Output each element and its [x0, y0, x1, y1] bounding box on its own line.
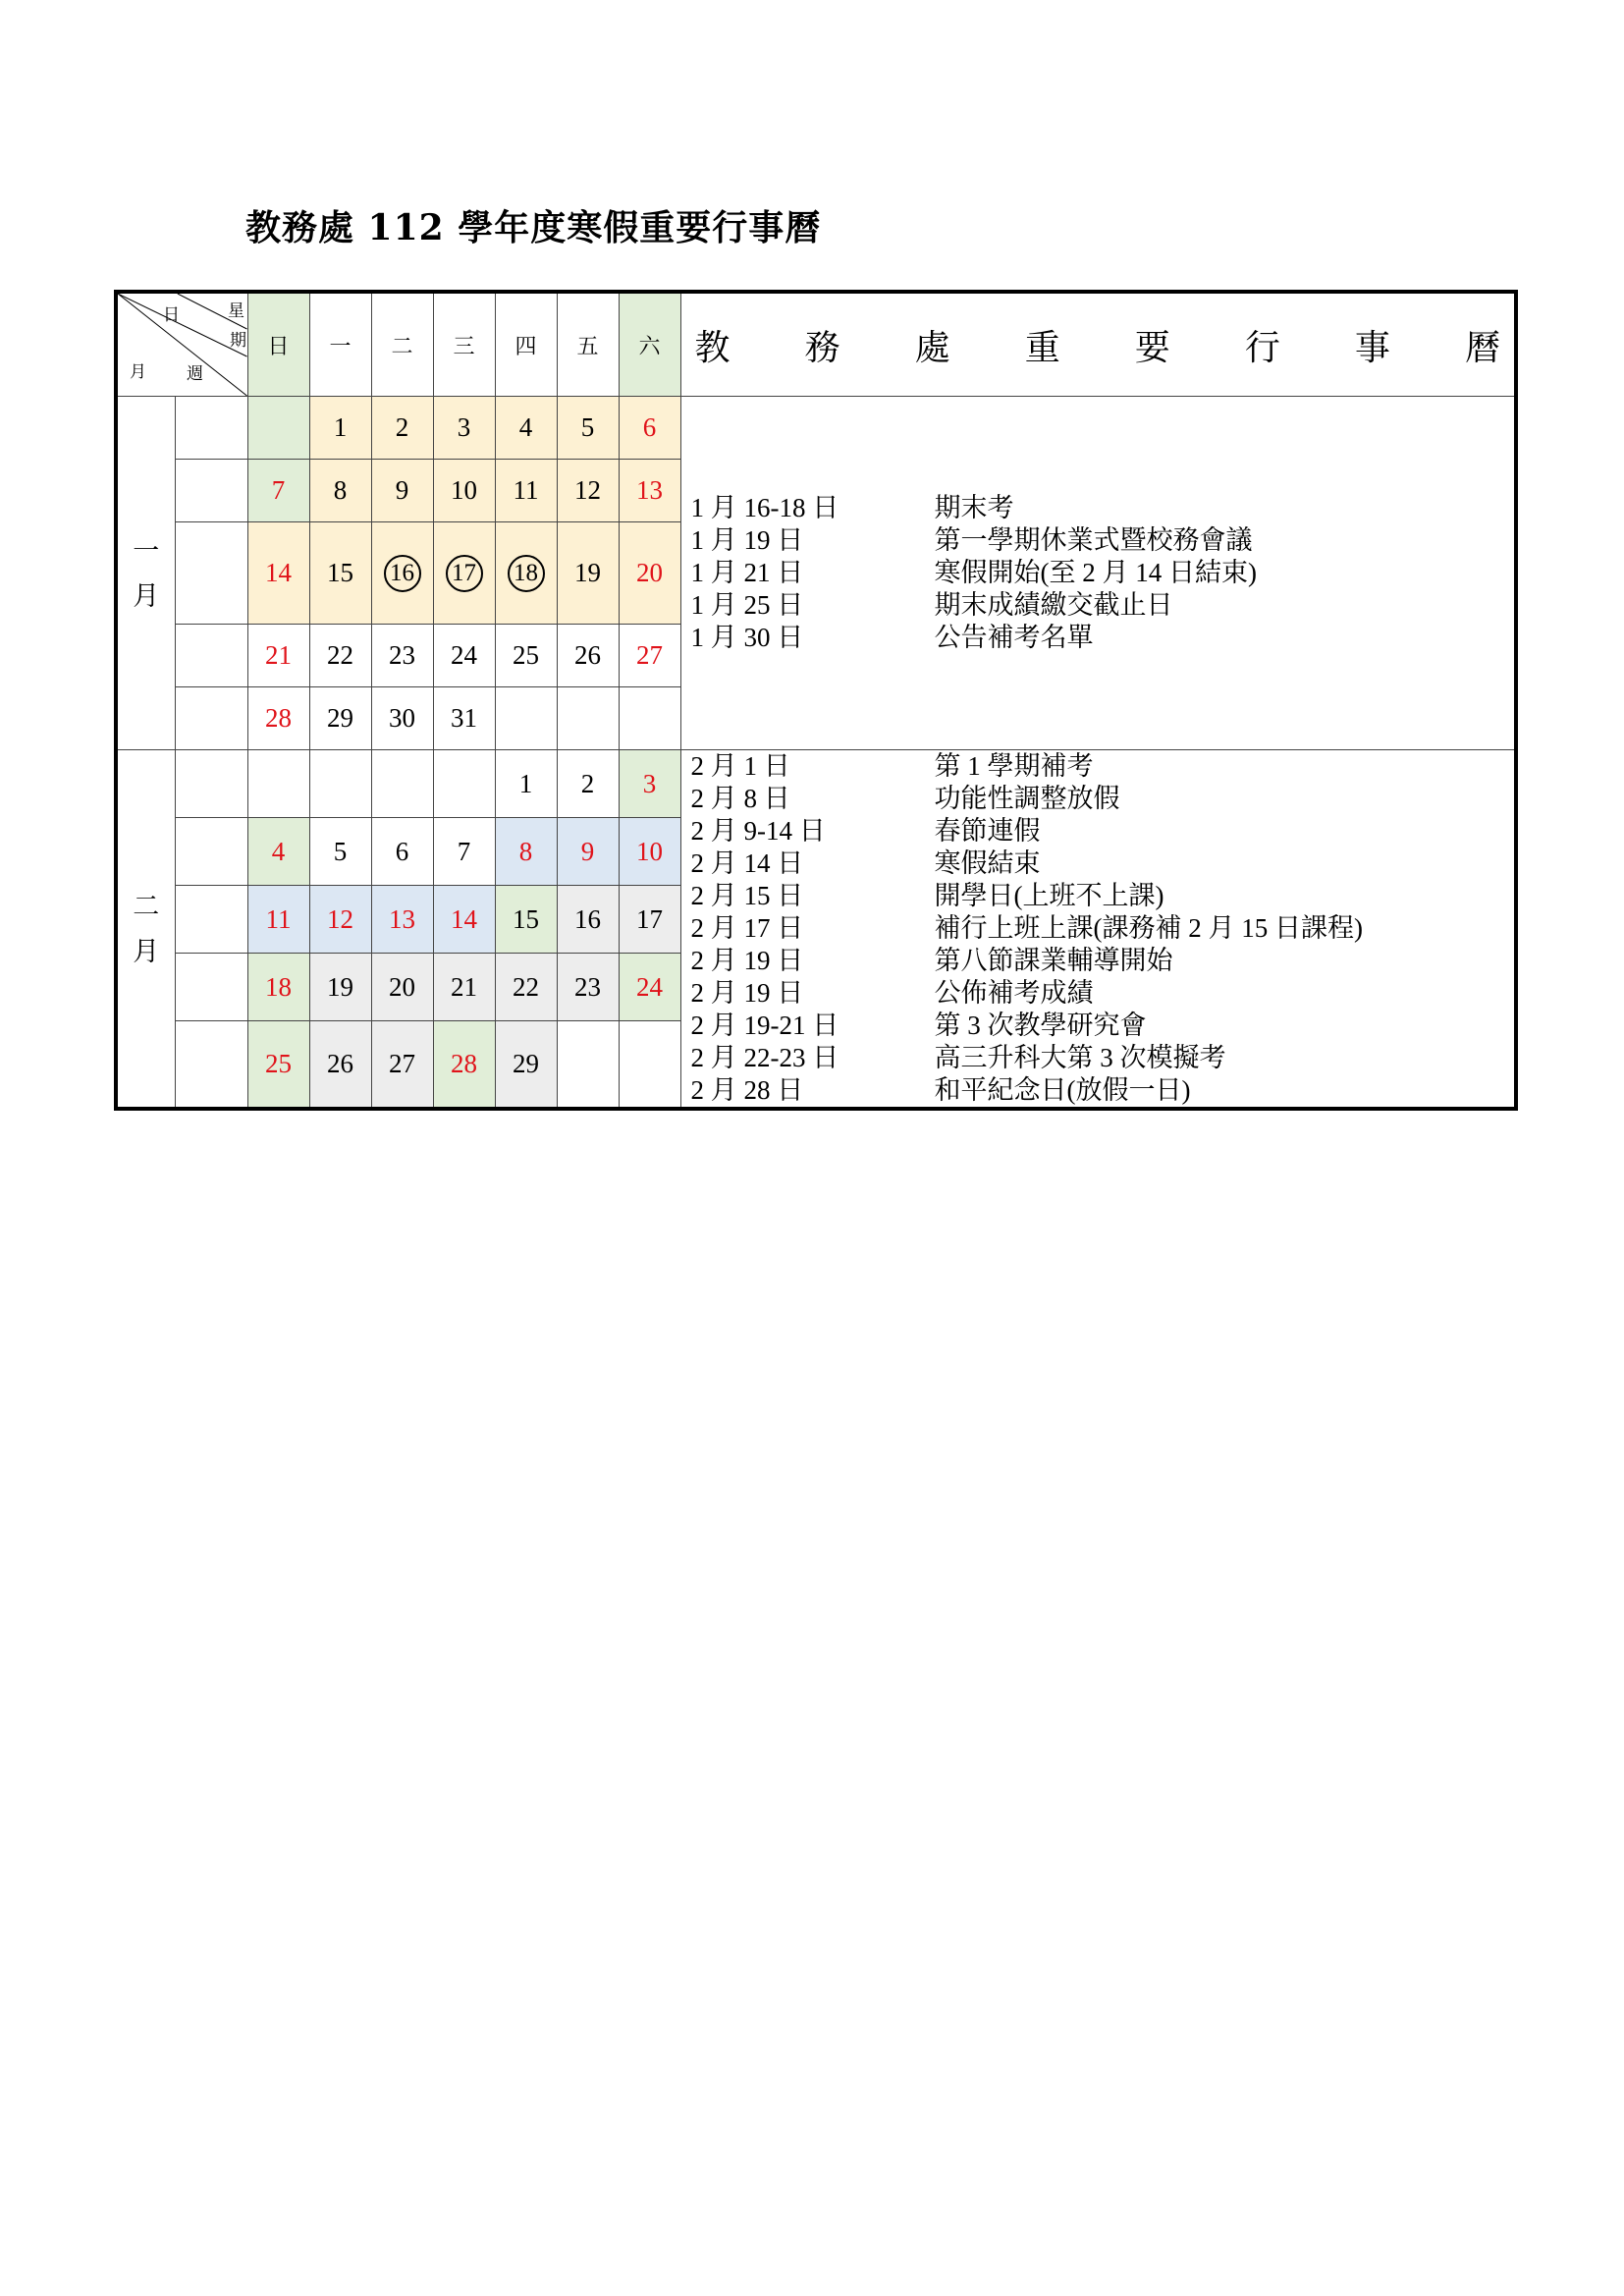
events-header-char: 重 [1024, 327, 1060, 367]
january-events [680, 397, 1516, 750]
day-cell: 20 [619, 522, 680, 625]
event-date: 2 月 1 日 [690, 751, 790, 781]
day-cell: 10 [619, 818, 680, 886]
events-header-char: 事 [1354, 327, 1390, 367]
day-cell: 28 [433, 1021, 495, 1109]
day-cell: 9 [371, 460, 433, 522]
day-cell: 15 [309, 522, 371, 625]
event-item [689, 1010, 1515, 1042]
week-number-cell [175, 687, 247, 750]
event-text: 期末成績繳交截止日 [934, 590, 1173, 620]
corner-day-label: 日 [163, 305, 180, 325]
day-cell: 31 [433, 687, 495, 750]
events-header-char: 教 [694, 327, 731, 367]
day-cell [557, 687, 619, 750]
event-date: 2 月 14 日 [690, 848, 804, 878]
week-number-cell [175, 1021, 247, 1109]
month-char: 二 [133, 891, 160, 921]
month-char: 一 [133, 535, 160, 566]
event-text: 開學日(上班不上課) [934, 881, 1164, 910]
day-cell: 20 [371, 954, 433, 1021]
day-cell: 22 [495, 954, 557, 1021]
feb-week-1 [116, 750, 1516, 818]
event-text: 公告補考名單 [934, 623, 1094, 652]
week-number-cell [175, 625, 247, 687]
day-cell: 25 [495, 625, 557, 687]
event-item [689, 977, 1515, 1010]
weekday-sat: 六 [619, 292, 680, 397]
day-cell [619, 687, 680, 750]
week-number-cell [175, 522, 247, 625]
event-date: 2 月 28 日 [690, 1075, 804, 1105]
events-header-char: 要 [1134, 327, 1170, 367]
day-cell: 12 [557, 460, 619, 522]
circled-day: 16 [384, 555, 421, 592]
day-cell: 22 [309, 625, 371, 687]
event-text: 第八節課業輔導開始 [934, 946, 1173, 975]
weekday-wed: 三 [433, 292, 495, 397]
day-cell: 25 [247, 1021, 309, 1109]
day-cell: 3 [433, 397, 495, 460]
day-cell: 21 [433, 954, 495, 1021]
day-cell [557, 1021, 619, 1109]
day-cell: 30 [371, 687, 433, 750]
day-cell: 2 [371, 397, 433, 460]
month-char: 月 [133, 580, 160, 611]
day-cell: 8 [309, 460, 371, 522]
week-number-cell [175, 818, 247, 886]
event-text: 高三升科大第 3 次模擬考 [934, 1043, 1226, 1072]
day-cell [247, 397, 309, 460]
week-number-cell [175, 460, 247, 522]
event-date: 1 月 25 日 [690, 590, 804, 620]
event-text: 寒假開始(至 2 月 14 日結束) [934, 558, 1257, 587]
day-cell [371, 750, 433, 818]
event-date: 2 月 22-23 日 [690, 1043, 839, 1072]
month-char: 月 [133, 936, 160, 966]
day-cell: 13 [371, 886, 433, 954]
event-item [689, 492, 1515, 524]
day-cell: 24 [433, 625, 495, 687]
day-cell: 29 [309, 687, 371, 750]
day-cell: 26 [309, 1021, 371, 1109]
event-item [689, 750, 1515, 783]
event-item [689, 1074, 1515, 1107]
day-cell [433, 750, 495, 818]
events-header-char: 處 [914, 327, 950, 367]
february-events [680, 750, 1516, 1110]
events-header-char: 曆 [1464, 327, 1500, 367]
corner-xing-label: 星 [228, 301, 244, 321]
event-date: 1 月 16-18 日 [690, 493, 839, 522]
day-cell: 12 [309, 886, 371, 954]
day-cell: 29 [495, 1021, 557, 1109]
day-cell: 19 [309, 954, 371, 1021]
day-cell [247, 750, 309, 818]
day-cell: 8 [495, 818, 557, 886]
event-item [689, 524, 1515, 557]
day-cell: 1 [309, 397, 371, 460]
corner-week-label: 週 [187, 364, 203, 384]
corner-month-label: 月 [130, 362, 146, 382]
event-item [689, 815, 1515, 847]
day-cell: 14 [247, 522, 309, 625]
week-number-cell [175, 750, 247, 818]
day-cell: 23 [557, 954, 619, 1021]
event-date: 1 月 21 日 [690, 558, 804, 587]
day-cell: 13 [619, 460, 680, 522]
event-item [689, 945, 1515, 977]
day-cell: 5 [309, 818, 371, 886]
week-number-cell [175, 397, 247, 460]
day-cell: 9 [557, 818, 619, 886]
day-cell: 2 [557, 750, 619, 818]
event-item [689, 557, 1515, 589]
month-label-january [116, 397, 175, 750]
day-cell: 5 [557, 397, 619, 460]
event-text: 第 3 次教學研究會 [934, 1011, 1147, 1040]
day-cell: 19 [557, 522, 619, 625]
day-cell: 26 [557, 625, 619, 687]
jan-week-1 [116, 397, 1516, 460]
event-text: 第一學期休業式暨校務會議 [934, 525, 1253, 555]
day-cell: 1 [495, 750, 557, 818]
event-text: 春節連假 [934, 816, 1041, 846]
circled-day: 17 [446, 555, 483, 592]
event-date: 1 月 30 日 [690, 623, 804, 652]
weekday-mon: 一 [309, 292, 371, 397]
day-cell-exam [371, 522, 433, 625]
weekday-fri: 五 [557, 292, 619, 397]
day-cell: 7 [247, 460, 309, 522]
event-date: 2 月 9-14 日 [690, 816, 826, 846]
day-cell [619, 1021, 680, 1109]
weekday-sun: 日 [247, 292, 309, 397]
event-text: 期末考 [934, 493, 1014, 522]
header-row [116, 292, 1516, 397]
calendar-table [114, 290, 1518, 1111]
event-text: 和平紀念日(放假一日) [934, 1075, 1191, 1105]
day-cell: 15 [495, 886, 557, 954]
event-item [689, 880, 1515, 912]
event-date: 2 月 15 日 [690, 881, 804, 910]
day-cell: 10 [433, 460, 495, 522]
event-text: 補行上班上課(課務補 2 月 15 日課程) [934, 913, 1363, 943]
event-date: 2 月 19-21 日 [690, 1011, 839, 1040]
day-cell: 14 [433, 886, 495, 954]
day-cell: 6 [371, 818, 433, 886]
day-cell-exam [495, 522, 557, 625]
week-number-cell [175, 954, 247, 1021]
week-number-cell [175, 886, 247, 954]
weekday-tue: 二 [371, 292, 433, 397]
day-cell [495, 687, 557, 750]
corner-header-cell [116, 292, 247, 397]
page-title: 教務處 112 學年度寒假重要行事曆 [245, 207, 822, 248]
event-item [689, 1042, 1515, 1074]
day-cell: 18 [247, 954, 309, 1021]
event-item [689, 589, 1515, 622]
events-header-char: 務 [804, 327, 840, 367]
day-cell: 24 [619, 954, 680, 1021]
day-cell: 3 [619, 750, 680, 818]
event-item [689, 912, 1515, 945]
day-cell: 4 [247, 818, 309, 886]
event-date: 2 月 19 日 [690, 946, 804, 975]
event-date: 1 月 19 日 [690, 525, 804, 555]
day-cell [309, 750, 371, 818]
event-date: 2 月 19 日 [690, 978, 804, 1008]
events-header [680, 292, 1516, 397]
event-item [689, 622, 1515, 654]
day-cell: 7 [433, 818, 495, 886]
day-cell: 4 [495, 397, 557, 460]
day-cell-exam [433, 522, 495, 625]
event-item [689, 783, 1515, 815]
day-cell: 6 [619, 397, 680, 460]
day-cell: 23 [371, 625, 433, 687]
events-header-char: 行 [1244, 327, 1280, 367]
corner-qi-label: 期 [230, 331, 246, 351]
day-cell: 21 [247, 625, 309, 687]
day-cell: 11 [495, 460, 557, 522]
day-cell: 27 [371, 1021, 433, 1109]
event-item [689, 847, 1515, 880]
day-cell: 17 [619, 886, 680, 954]
event-text: 寒假結束 [934, 848, 1041, 878]
event-date: 2 月 17 日 [690, 913, 804, 943]
day-cell: 16 [557, 886, 619, 954]
event-text: 公佈補考成績 [934, 978, 1094, 1008]
month-label-february [116, 750, 175, 1110]
day-cell: 28 [247, 687, 309, 750]
weekday-thu: 四 [495, 292, 557, 397]
day-cell: 27 [619, 625, 680, 687]
event-date: 2 月 8 日 [690, 784, 790, 813]
event-text: 第 1 學期補考 [934, 751, 1094, 781]
day-cell: 11 [247, 886, 309, 954]
event-text: 功能性調整放假 [934, 784, 1120, 813]
circled-day: 18 [508, 555, 545, 592]
